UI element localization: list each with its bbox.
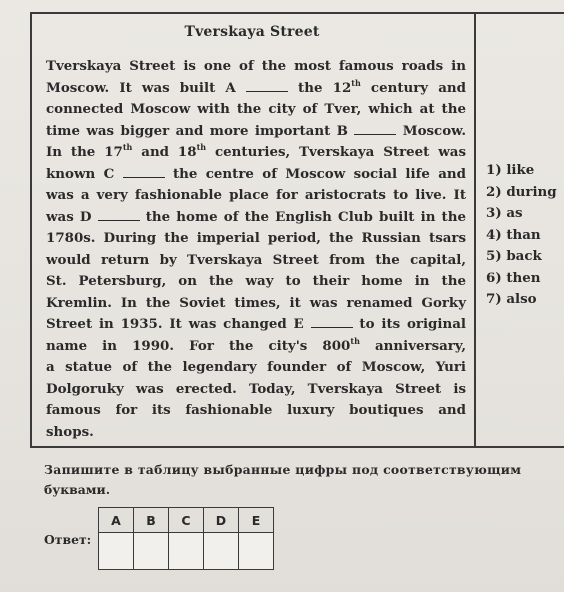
passage-line: shops. xyxy=(46,423,94,440)
option-item: 5) back xyxy=(486,248,542,264)
passage-line: was D the home of the English Club built in the xyxy=(46,208,466,225)
column-divider xyxy=(474,12,476,448)
passage-line: Street in 1935. It was changed E to its original xyxy=(46,316,467,332)
ordinal-suffix: th xyxy=(351,77,361,88)
passage-line: known C the centre of Moscow social life and xyxy=(46,165,466,182)
answer-cell-b[interactable] xyxy=(134,533,169,570)
passage-line: connected Moscow with the city of Tver, which at the xyxy=(46,101,466,117)
instruction-line: Запишите в таблицу выбранные цифры под соответствующим xyxy=(44,462,522,477)
answer-cell-d[interactable] xyxy=(204,533,239,570)
instruction-line: буквами. xyxy=(44,482,111,497)
ordinal-suffix: th xyxy=(350,335,360,346)
passage-line: 1780s. During the imperial period, the Russian tsars xyxy=(46,230,466,246)
passage-line: a statue of the legendary founder of Moscow, Yuri xyxy=(46,359,466,375)
answer-table xyxy=(98,507,274,570)
answer-column-header: B xyxy=(134,508,169,533)
option-item: 3) as xyxy=(486,205,523,221)
gap-blank xyxy=(123,166,165,178)
gap-blank xyxy=(98,209,140,221)
answer-column-header: A xyxy=(99,508,134,533)
passage-line: was a very fashionable place for aristocrats to live. It xyxy=(46,187,466,203)
passage-line: In the 17th and 18th centuries, Tverskaya Street was xyxy=(46,142,466,160)
answer-label: Ответ: xyxy=(44,532,92,547)
answer-cell-a[interactable] xyxy=(99,533,134,570)
option-item: 1) like xyxy=(486,162,535,178)
gap-blank xyxy=(354,123,396,135)
answer-column-header: E xyxy=(239,508,274,533)
ordinal-suffix: th xyxy=(122,142,133,152)
gap-blank xyxy=(311,316,353,328)
option-item: 6) then xyxy=(486,269,541,286)
ordinal-suffix: th xyxy=(196,142,207,152)
options-list xyxy=(486,160,557,311)
passage-line: Dolgoruky was erected. Today, Tverskaya Street is xyxy=(46,380,466,397)
answer-column-header: D xyxy=(204,508,239,533)
instruction xyxy=(44,460,564,500)
passage-line: Moscow. It was built A the 12th century and xyxy=(46,77,466,96)
passage-line: Tverskaya Street is one of the most famous roads in xyxy=(46,58,466,74)
option-item: 4) than xyxy=(486,226,541,243)
passage-line: name in 1990. For the city's 800th anniversary, xyxy=(46,335,466,354)
passage-line: time was bigger and more important B Moscow. xyxy=(46,122,466,139)
passage-text xyxy=(46,56,466,443)
passage-line: would return by Tverskaya Street from the capital, xyxy=(46,251,466,268)
passage-line: famous for its fashionable luxury boutiques and xyxy=(46,402,466,418)
option-item: 7) also xyxy=(486,291,537,307)
text-title: Tverskaya Street xyxy=(184,24,320,40)
answer-cell-c[interactable] xyxy=(169,533,204,570)
answer-column-header: C xyxy=(169,508,204,533)
passage-line: Kremlin. In the Soviet times, it was renamed Gorky xyxy=(46,294,466,311)
answer-cell-e[interactable] xyxy=(239,533,274,570)
option-item: 2) during xyxy=(486,183,557,200)
passage-line: St. Petersburg, on the way to their home in the xyxy=(46,273,466,289)
gap-blank xyxy=(246,80,288,92)
